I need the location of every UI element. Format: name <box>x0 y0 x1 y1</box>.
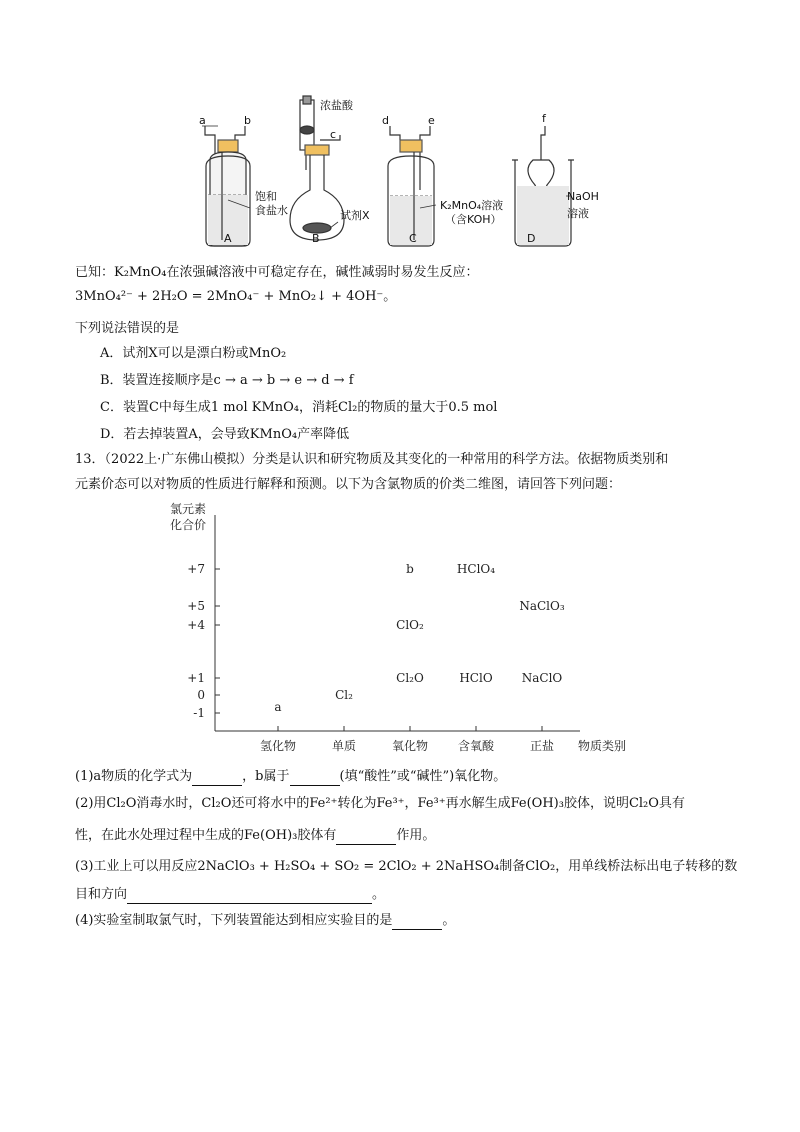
q13-part3-text-b: 。 <box>372 887 386 902</box>
apparatus-d-letter: D <box>527 232 536 245</box>
data-point-label: NaClO <box>521 671 563 685</box>
y-tick-label: +1 <box>187 671 205 685</box>
port-e-label: e <box>428 114 435 127</box>
apparatus-b-funnel-label: 浓盐酸 <box>320 99 353 112</box>
q13-part3-line2 <box>75 886 385 904</box>
answer-blank-b-type[interactable] <box>290 771 340 786</box>
data-point-label: Cl₂O <box>396 671 424 685</box>
y-tick-label: -1 <box>193 706 205 720</box>
data-point-label: a <box>274 700 282 714</box>
q13-stem-line1: 13．（2022上·广东佛山模拟）分类是认识和研究物质及其变化的一种常用的科学方法。依据物质类别和 <box>75 452 669 467</box>
q13-part2-text-a: 性，在此水处理过程中生成的Fe(OH)₃胶体有 <box>75 828 337 843</box>
apparatus-b-letter: B <box>312 232 320 245</box>
q12-option-a: A．试剂X可以是漂白粉或MnO₂ <box>100 346 287 361</box>
q12-option-c: C．装置C中每生成1 mol KMnO₄，消耗Cl₂的物质的量大于0.5 mol <box>100 400 498 415</box>
q13-part2-line2 <box>75 827 435 845</box>
data-point-label: NaClO₃ <box>519 599 565 613</box>
port-a-label: a <box>199 114 206 127</box>
apparatus-d-liquid-line1: NaOH <box>567 190 599 203</box>
q12-option-d: D．若去掉装置A，会导致KMnO₄产率降低 <box>100 427 350 442</box>
data-point-label: Cl₂ <box>335 688 353 702</box>
valence-class-chart <box>150 500 650 760</box>
apparatus-a-liquid-line2: 食盐水 <box>255 204 288 217</box>
data-point-label: HClO <box>459 671 493 685</box>
x-tick-label: 氢化物 <box>259 739 297 753</box>
apparatus-d-liquid-line2: 溶液 <box>567 207 589 220</box>
apparatus-c-letter: C <box>409 232 417 245</box>
q12-known: 已知：K₂MnO₄在浓强碱溶液中可稳定存在，碱性减弱时易发生反应： <box>75 265 479 280</box>
apparatus-c-liquid-line2: （含KOH） <box>445 213 502 226</box>
q13-part3-line1: (3)工业上可以用反应2NaClO₃ + H₂SO₄ + SO₂ = 2ClO₂ + 2NaHSO₄制备ClO₂，用单线桥法标出电子转移的数 <box>75 859 738 874</box>
q13-part1-text-a: (1)a物质的化学式为 <box>75 769 193 784</box>
port-d-label: d <box>382 114 389 127</box>
apparatus-figure <box>0 90 800 260</box>
q13-part4-text-a: (4)实验室制取氯气时，下列装置能达到相应实验目的是 <box>75 913 393 928</box>
apparatus-b-reagent-label: 试剂X <box>340 209 370 222</box>
x-tick-label: 含氧酸 <box>457 739 495 753</box>
q13-part1-text-b: ，b属于 <box>242 769 290 784</box>
data-point-label: ClO₂ <box>396 618 424 632</box>
q13-part4 <box>75 912 455 930</box>
q12-stem: 下列说法错误的是 <box>75 321 180 336</box>
x-tick-label: 单质 <box>331 739 357 753</box>
y-tick-label: +5 <box>187 599 205 613</box>
q13-stem-line2: 元素价态可以对物质的性质进行解释和预测。以下为含氯物质的价类二维图，请回答下列问题： <box>75 477 622 492</box>
port-f-label: f <box>542 112 546 125</box>
q13-part2-line1: (2)用Cl₂O消毒水时，Cl₂O还可将水中的Fe²⁺转化为Fe³⁺，Fe³⁺再水解生成Fe(OH)₃胶体，说明Cl₂O具有 <box>75 796 685 811</box>
q13-part1 <box>75 768 506 786</box>
q13-part1-text-c: (填“酸性”或“碱性”)氧化物。 <box>339 769 507 784</box>
data-point-label: HClO₄ <box>456 562 496 576</box>
y-tick-label: +7 <box>187 562 205 576</box>
answer-blank-a-formula[interactable] <box>192 771 242 786</box>
q13-part4-text-b: 。 <box>442 913 456 928</box>
port-c-label: c <box>330 128 337 141</box>
apparatus-d <box>512 126 574 246</box>
y-tick-label: 0 <box>197 688 205 702</box>
q12-equation: 3MnO₄²⁻ + 2H₂O = 2MnO₄⁻ + MnO₂↓ + 4OH⁻。 <box>75 289 397 304</box>
y-tick-label: +4 <box>187 618 205 632</box>
x-axis-title: 物质类别 <box>578 739 627 753</box>
answer-blank-electron-transfer[interactable] <box>127 889 372 904</box>
apparatus-a-letter: A <box>224 232 232 245</box>
answer-blank-apparatus[interactable] <box>392 915 442 930</box>
y-axis-label-line2: 化合价 <box>170 518 207 532</box>
y-axis-label-line1: 氯元素 <box>170 502 207 516</box>
apparatus-a-liquid-line1: 饱和 <box>255 190 277 203</box>
answer-blank-colloid-role[interactable] <box>336 830 396 845</box>
port-b-label: b <box>244 114 251 127</box>
x-tick-label: 正盐 <box>529 739 555 753</box>
q13-part2-text-b: 作用。 <box>396 828 436 843</box>
q13-part3-text-a: 目和方向 <box>75 887 128 902</box>
x-tick-label: 氧化物 <box>391 739 429 753</box>
apparatus-c <box>388 126 436 246</box>
apparatus-c-liquid-line1: K₂MnO₄溶液 <box>440 199 504 212</box>
apparatus-b <box>290 96 344 240</box>
q12-option-b: B．装置连接顺序是c → a → b → e → d → f <box>100 373 354 388</box>
apparatus-a <box>202 126 250 246</box>
data-point-label: b <box>406 562 414 576</box>
